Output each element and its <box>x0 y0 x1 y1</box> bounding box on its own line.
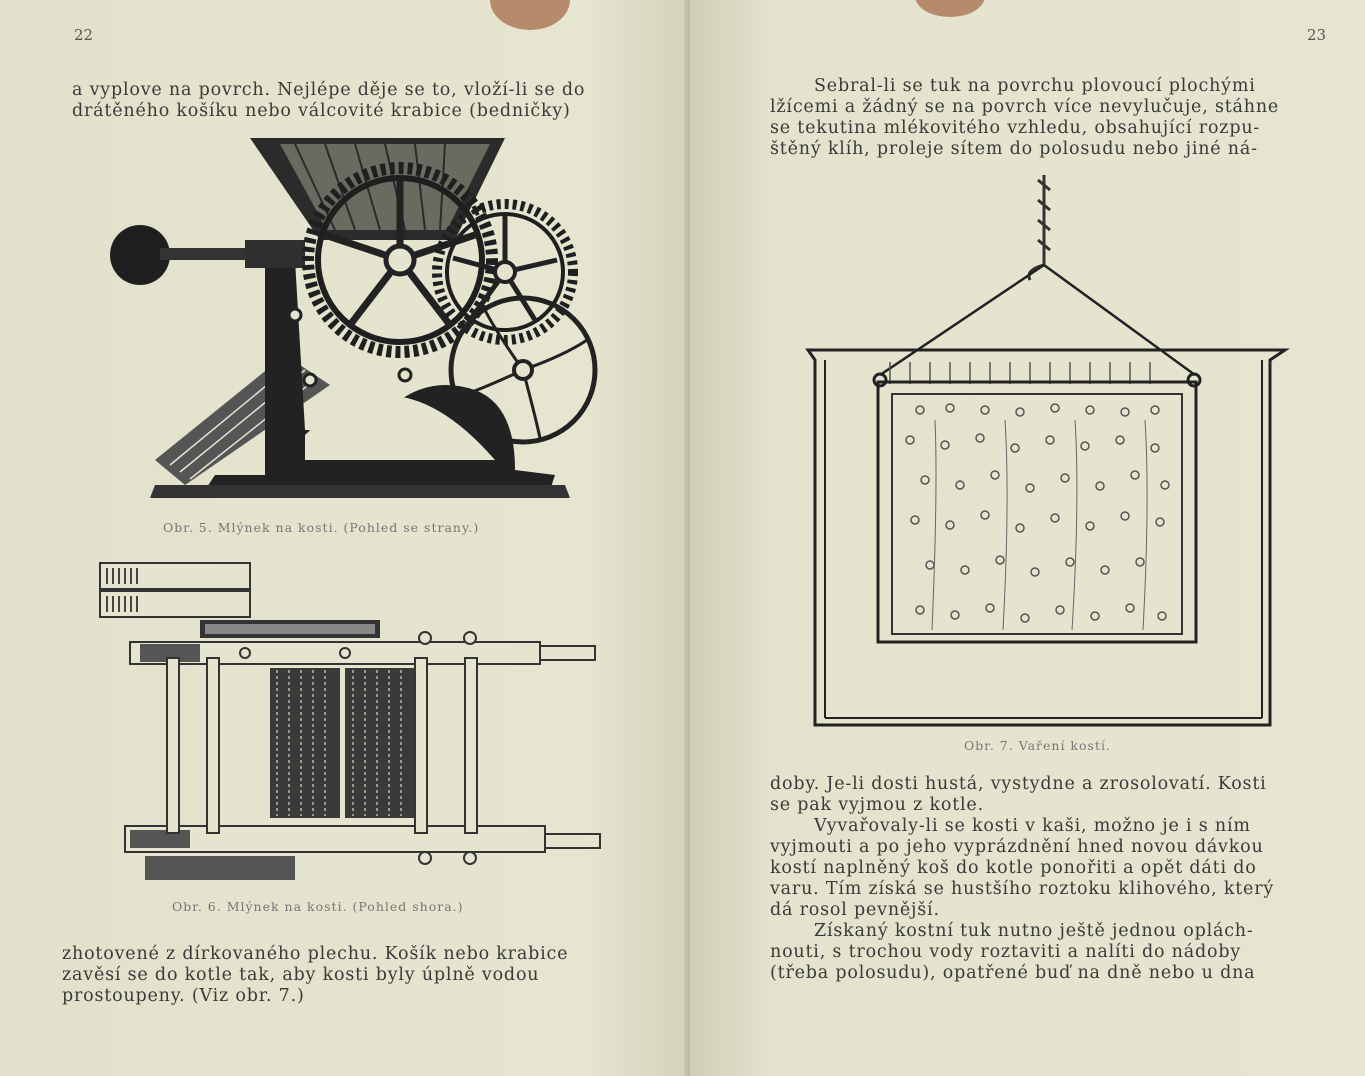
text-line: prostoupeny. (Viz obr. 7.) <box>62 986 305 1006</box>
figure-caption: Obr. 6. Mlýnek na kosti. (Pohled shora.) <box>172 899 464 914</box>
bone-mill-side-view-illustration <box>95 130 605 500</box>
text-line: se tekutina mlékovitého vzhledu, obsahující rozpu- <box>770 118 1261 138</box>
text-line: (třeba polosudu), opatřené buď na dně nebo u dna <box>770 963 1256 983</box>
text-line: kostí naplněný koš do kotle ponořiti a opět dáti do <box>770 858 1257 878</box>
text-line: drátěného košíku nebo válcovité krabice (bedničky) <box>72 101 571 121</box>
left-top-text <box>72 80 632 122</box>
text-line: nouti, s trochou vody roztaviti a nalíti do nádoby <box>770 942 1242 962</box>
text-line: doby. Je-li dosti hustá, vystydne a zrosolovatí. Kosti <box>770 774 1267 794</box>
figure-caption: Obr. 7. Vaření kostí. <box>964 738 1111 753</box>
bone-boiling-kettle-illustration <box>800 170 1300 730</box>
figure-caption: Obr. 5. Mlýnek na kosti. (Pohled se strany.) <box>163 520 480 535</box>
right-page <box>690 0 1365 1076</box>
text-line: štěný klíh, proleje sítem do polosudu nebo jiné ná- <box>770 139 1258 159</box>
bone-mill-top-view-illustration <box>95 558 605 888</box>
left-bottom-text <box>62 944 619 1007</box>
text-line: zavěsí se do kotle tak, aby kosti byly úplně vodou <box>62 965 540 985</box>
text-line: dá rosol pevnější. <box>770 900 940 920</box>
text-line: a vyplove na povrch. Nejlépe děje se to, vloží-li se do <box>72 80 586 100</box>
text-line: lžícemi a žádný se na povrch více nevylučuje, stáhne <box>770 97 1280 117</box>
right-bottom-text <box>770 774 1325 984</box>
text-line: se pak vyjmou z kotle. <box>770 795 984 815</box>
page-number: 23 <box>1307 26 1327 44</box>
text-line: Získaný kostní tuk nutno ještě jednou oplách- <box>814 921 1254 941</box>
text-line: varu. Tím získá se hustšího roztoku klihového, který <box>770 879 1275 899</box>
page-number: 22 <box>74 26 94 44</box>
text-line: zhotovené z dírkovaného plechu. Košík nebo krabice <box>62 944 569 964</box>
text-line: Vyvařovaly-li se kosti v kaši, možno je i s ním <box>814 816 1251 836</box>
right-top-text <box>770 76 1325 160</box>
text-line: vyjmouti a po jeho vyprázdnění hned novou dávkou <box>770 837 1264 857</box>
text-line: Sebral-li se tuk na povrchu plovoucí plochými <box>814 76 1256 96</box>
